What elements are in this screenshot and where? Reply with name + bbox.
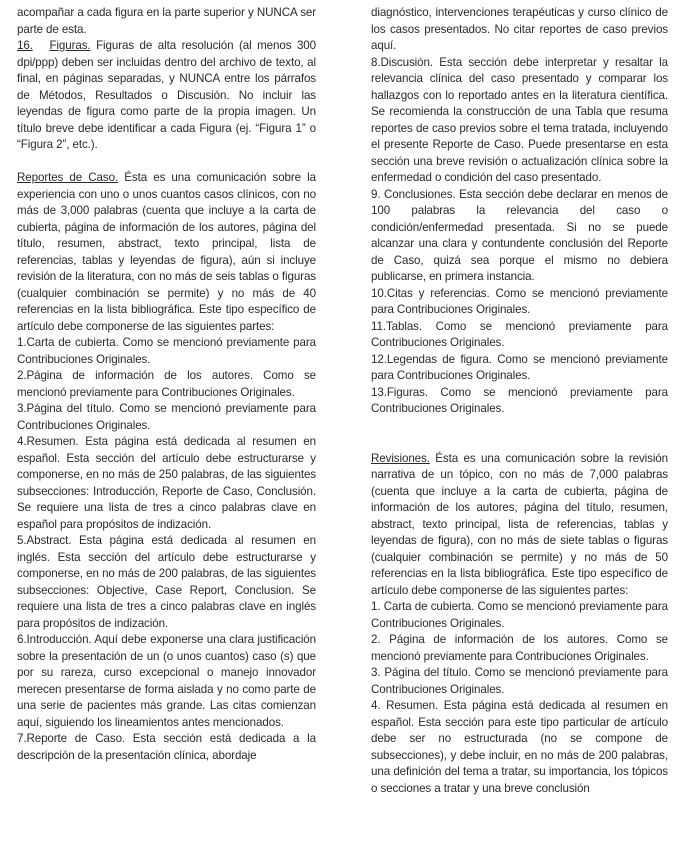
- case-report-item-7: 7.Reporte de Caso. Esta sección está dedicada a la descripción de la presentación clínica, abordaje: [17, 732, 316, 762]
- review-item-1: 1. Carta de cubierta. Como se mencionó previamente para Contribuciones Originales.: [371, 600, 668, 630]
- case-report-item-3: 3.Página del título. Como se mencionó previamente para Contribuciones Originales.: [17, 402, 316, 432]
- right-column: [371, 5, 668, 797]
- spacer: [371, 418, 668, 435]
- case-report-item-2: 2.Página de información de los autores. Como se mencionó previamente para Contribuciones Originales.: [17, 369, 316, 399]
- case-report-item-4: 4.Resumen. Esta página está dedicada al resumen en español. Esta sección del artículo debe estructurarse y componerse, en no más de 250 palabras, de las siguientes subsecciones: Introducción, Reporte de Caso, Conclusión. Se requiere una lista de tres a cinco palabras clave en español para propósitos de indización.: [17, 435, 316, 531]
- case-report-item-8: 8.Discusión. Esta sección debe interpretar y resaltar la relevancia clínica del caso presentado y comparar los hallazgos con lo reportado antes en la literatura científica. Se recomienda la construcción de una Tabla que resuma reportes de caso previos sobre el tema tratada, incluyendo el presente Reporte de Caso. Puede presentarse en esta sección una breve revisión o actualización clínica sobre la enfermedad o condición del caso presentado.: [371, 55, 668, 184]
- case-report-item-6: 6.Introducción. Aquí debe exponerse una clara justificación sobre la presentación de un (o unos cuantos) caso (s) que por su rareza, curso excepcional o manejo innovador merecen presentarse de forma aislada y no como parte de una serie de pacientes más grande. Las citas comienzan aquí, siguiendo los lineamientos antes mencionados.: [17, 633, 316, 729]
- review-item-2: 2. Página de información de los autores. Como se mencionó previamente para Contribuciones Originales.: [371, 633, 668, 663]
- reviews-intro-text: Ésta es una comunicación sobre la revisión narrativa de un tópico, con no más de 7,000 palabras (cuenta que incluye a la carta de cubierta, página de información de los autores, página del título, resumen, abstract, texto principal, lista de referencias, tablas y leyendas de figura), con no más de siete tablas o figuras (cualquier combinación se permite) y no más de 50 referencias en la lista bibliográfica. Este tipo específico de artículo debe componerse de las siguientes partes:: [371, 451, 668, 597]
- case-reports-heading: Reportes de Caso.: [17, 171, 119, 184]
- review-item-3: 3. Página del título. Como se mencionó previamente para Contribuciones Originales.: [371, 666, 668, 696]
- figures-number: 16.: [17, 39, 33, 52]
- case-report-item-11: 11.Tablas. Como se mencionó previamente para Contribuciones Originales.: [371, 319, 668, 349]
- case-report-item-5: 5.Abstract. Esta página está dedicada al resumen en inglés. Esta sección del artículo debe estructurarse y componerse, en no más de 200 palabras, de las siguientes subsecciones: Objective, Case Report, Conclusion. Se requiere una lista de tres a cinco palabras clave en inglés para propósitos de indización.: [17, 534, 316, 630]
- continuation-paragraph: diagnóstico, intervenciones terapéuticas y curso clínico de los casos presentados. No citar reportes de caso previos aquí.: [371, 6, 668, 52]
- reviews-heading: Revisiones.: [371, 451, 430, 465]
- case-report-item-9: 9. Conclusiones. Esta sección debe declarar en menos de 100 palabras la relevancia del caso o condición/enfermedad presentada. Si no se puede alcanzar una clara y contundente conclusión del Reporte de Caso, quizá sea porque el mismo no debiera publicarse, en primera instancia.: [371, 187, 668, 283]
- case-report-item-1: 1.Carta de cubierta. Como se mencionó previamente para Contribuciones Originales.: [17, 336, 316, 366]
- review-item-4: 4. Resumen. Esta página está dedicada al resumen en español. Esta sección para este tipo particular de artículo debe ser no estructurada (no se compone de subsecciones), y debe incluir, en no más de 200 palabras, una definición del tema a tratar, su importancia, los tópicos o secciones a tratar y una breve conclusión: [371, 699, 668, 795]
- intro-paragraph: acompañar a cada figura en la parte superior y NUNCA ser parte de esta.: [17, 6, 316, 36]
- figures-paragraph: [17, 38, 316, 154]
- reviews-intro: [371, 451, 668, 600]
- spacer: [17, 154, 316, 171]
- figures-heading: Figuras.: [49, 39, 91, 52]
- left-column: [17, 5, 316, 764]
- figures-text: Figuras de alta resolución (al menos 300 dpi/ppp) deben ser incluidas dentro del archivo de texto, al final, en páginas separadas, y NUNCA entre los párrafos de Métodos, Resultados o Discusión. No incluir las leyendas de figura como parte de la propia imagen. Un título breve debe identificar a cada Figura (ej. “Figura 1” o “Figura 2”, etc.).: [17, 39, 316, 151]
- case-report-item-13: 13.Figuras. Como se mencionó previamente para Contribuciones Originales.: [371, 385, 668, 415]
- case-reports-intro-text: Ésta es una comunicación sobre la experiencia con uno o unos cuantos casos clínicos, con no más de 3,000 palabras (cuenta que incluye a la carta de cubierta, página de información de los autores, página del título, resumen, abstract, texto principal, lista de referencias, tablas y leyendas de figura), aún si incluye revisión de la literatura, con no más de seis tablas o figuras (cualquier combinación se permite) y no más de 40 referencias en la lista bibliográfica. Este tipo específico de artículo debe componerse de las siguientes partes:: [17, 171, 316, 333]
- case-reports-intro: [17, 170, 316, 335]
- case-report-item-10: 10.Citas y referencias. Como se mencionó previamente para Contribuciones Originales.: [371, 286, 668, 316]
- case-report-item-12: 12.Legendas de figura. Como se mencionó previamente para Contribuciones Originales.: [371, 352, 668, 382]
- spacer: [371, 434, 668, 451]
